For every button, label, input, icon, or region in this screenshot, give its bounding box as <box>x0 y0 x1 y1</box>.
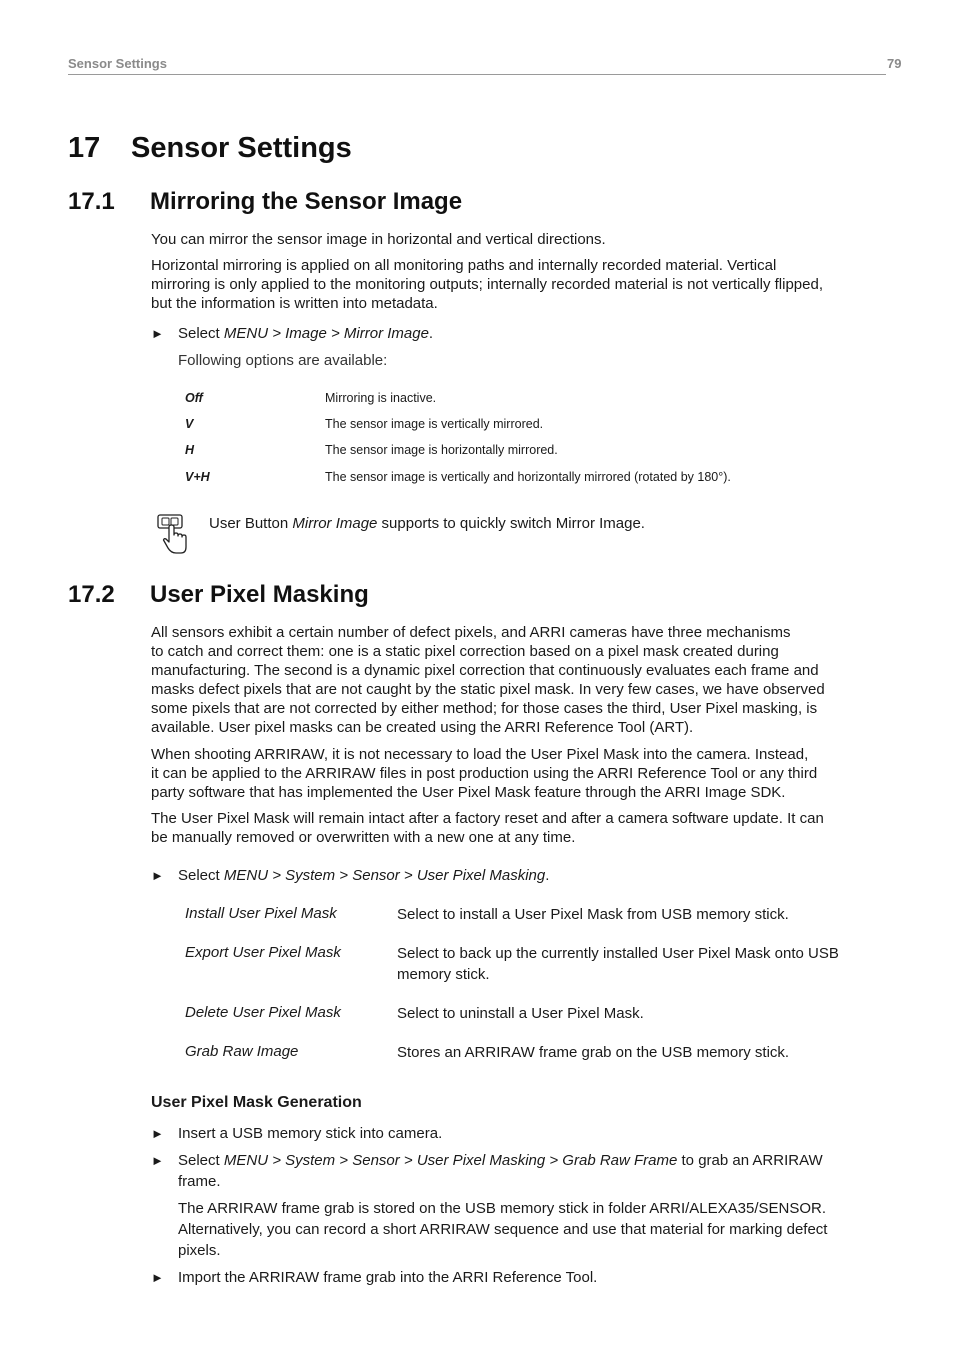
paragraph-line: party software that has implemented the User Pixel Mask feature through the ARRI Image SDK. <box>151 784 786 801</box>
option-key: Off <box>185 391 203 405</box>
tip-button-name: Mirror Image <box>292 515 378 532</box>
running-header-section: Sensor Settings <box>68 56 167 71</box>
paragraph-line: available. User pixel masks can be created using the ARRI Reference Tool (ART). <box>151 719 694 736</box>
mask-option-desc: Select to back up the currently installed User Pixel Mask onto USB memory stick. <box>397 945 839 983</box>
section-number: 17.1 <box>68 188 115 215</box>
mirroring-description <box>151 256 876 313</box>
step-prefix: Select <box>178 325 224 342</box>
mask-option-desc: Select to install a User Pixel Mask from USB memory stick. <box>397 906 789 923</box>
option-key: V+H <box>185 470 210 484</box>
persistence-paragraph <box>151 809 876 847</box>
step-text: Import the ARRIRAW frame grab into the ARRI Reference Tool. <box>178 1269 598 1286</box>
option-key: V <box>185 417 194 431</box>
option-desc: The sensor image is vertically and horizontally mirrored (rotated by 180°). <box>325 470 731 484</box>
mask-option-key: Install User Pixel Mask <box>185 905 337 922</box>
section-number: 17.2 <box>68 581 115 608</box>
paragraph-line: Alternatively, you can record a short ARRIRAW sequence and use that material for marking defect <box>178 1221 828 1238</box>
paragraph-line: The ARRIRAW frame grab is stored on the USB memory stick in folder ARRI/ALEXA35/SENSOR. <box>178 1200 827 1217</box>
paragraph-line: Horizontal mirroring is applied on all monitoring paths and internally recorded material. Vertical <box>151 257 777 274</box>
chapter-heading <box>68 132 352 165</box>
step-suffix: . <box>545 867 550 884</box>
section-heading-pixel-masking <box>68 581 369 609</box>
step-continuation: frame. <box>178 1173 221 1190</box>
header-divider <box>68 74 886 75</box>
paragraph-line: manufacturing. The second is a dynamic pixel correction that continuously evaluates each frame and <box>151 662 819 679</box>
tip-suffix: supports to quickly switch Mirror Image. <box>377 515 645 532</box>
user-button-hand-icon <box>156 513 192 555</box>
mask-option-key: Grab Raw Image <box>185 1043 299 1060</box>
options-intro: Following options are available: <box>178 352 388 369</box>
paragraph-line: pixels. <box>178 1242 221 1259</box>
option-desc: Mirroring is inactive. <box>325 391 437 405</box>
option-desc: The sensor image is vertically mirrored. <box>325 417 544 431</box>
paragraph-line: mirroring is only applied to the monitoring outputs; internally recorded material is not vertically flipped, <box>151 276 823 293</box>
paragraph-line: be manually removed or overwritten with a new one at any time. <box>151 829 576 846</box>
bullet-arrow-icon: ► <box>151 326 164 341</box>
paragraph-line: All sensors exhibit a certain number of defect pixels, and ARRI cameras have three mechanisms <box>151 624 791 641</box>
option-desc: The sensor image is horizontally mirrored. <box>325 443 558 457</box>
tip-prefix: User Button <box>209 515 293 532</box>
paragraph-line: to catch and correct them: one is a static pixel correction based on a pixel mask created during <box>151 643 779 660</box>
menu-path: MENU > System > Sensor > User Pixel Masking > Grab Raw Frame <box>223 1152 678 1169</box>
menu-path: MENU > System > Sensor > User Pixel Masking <box>223 867 546 884</box>
mask-option-key: Export User Pixel Mask <box>185 944 341 961</box>
frame-grab-note <box>178 1198 878 1261</box>
bullet-arrow-icon: ► <box>151 1153 164 1168</box>
page-number: 79 <box>887 56 902 71</box>
bullet-arrow-icon: ► <box>151 868 164 883</box>
paragraph-line: but the information is written into metadata. <box>151 295 438 312</box>
section-title: User Pixel Masking <box>150 581 369 608</box>
step-prefix: Select <box>178 1152 224 1169</box>
bullet-arrow-icon: ► <box>151 1270 164 1285</box>
menu-path: MENU > Image > Mirror Image <box>223 325 429 342</box>
step-prefix: Select <box>178 867 224 884</box>
mask-option-key: Delete User Pixel Mask <box>185 1004 341 1021</box>
step-text: Insert a USB memory stick into camera. <box>178 1125 443 1142</box>
step-suffix: . <box>428 325 434 342</box>
paragraph-line: When shooting ARRIRAW, it is not necessary to load the User Pixel Mask into the camera. Instead, <box>151 746 809 763</box>
chapter-number: 17 <box>68 132 101 164</box>
mask-option-desc: Select to uninstall a User Pixel Mask. <box>397 1005 644 1022</box>
section-heading-mirroring <box>68 188 462 216</box>
chapter-title: Sensor Settings <box>131 132 352 164</box>
bullet-arrow-icon: ► <box>151 1126 164 1141</box>
paragraph-line: some pixels that are not corrected by either method; for those cases the third, User Pixel masking, is <box>151 700 818 717</box>
paragraph-line: masks defect pixels that are not caught by the static pixel mask. In very few cases, we have observed <box>151 681 825 698</box>
section-title: Mirroring the Sensor Image <box>150 188 463 215</box>
mirroring-intro: You can mirror the sensor image in horizontal and vertical directions. <box>151 231 606 248</box>
mirror-tip <box>209 514 869 533</box>
pixel-masking-intro <box>151 623 876 737</box>
paragraph-line: it can be applied to the ARRIRAW files in post production using the ARRI Reference Tool or any third <box>151 765 818 782</box>
generation-step-grab <box>151 1150 876 1194</box>
option-key: H <box>185 443 195 457</box>
arriraw-paragraph <box>151 745 876 802</box>
step-suffix: to grab an ARRIRAW <box>677 1152 823 1169</box>
generation-heading: User Pixel Mask Generation <box>151 1094 362 1111</box>
paragraph-line: The User Pixel Mask will remain intact after a factory reset and after a camera software update. It can <box>151 810 824 827</box>
mask-option-desc: Stores an ARRIRAW frame grab on the USB memory stick. <box>397 1044 790 1061</box>
